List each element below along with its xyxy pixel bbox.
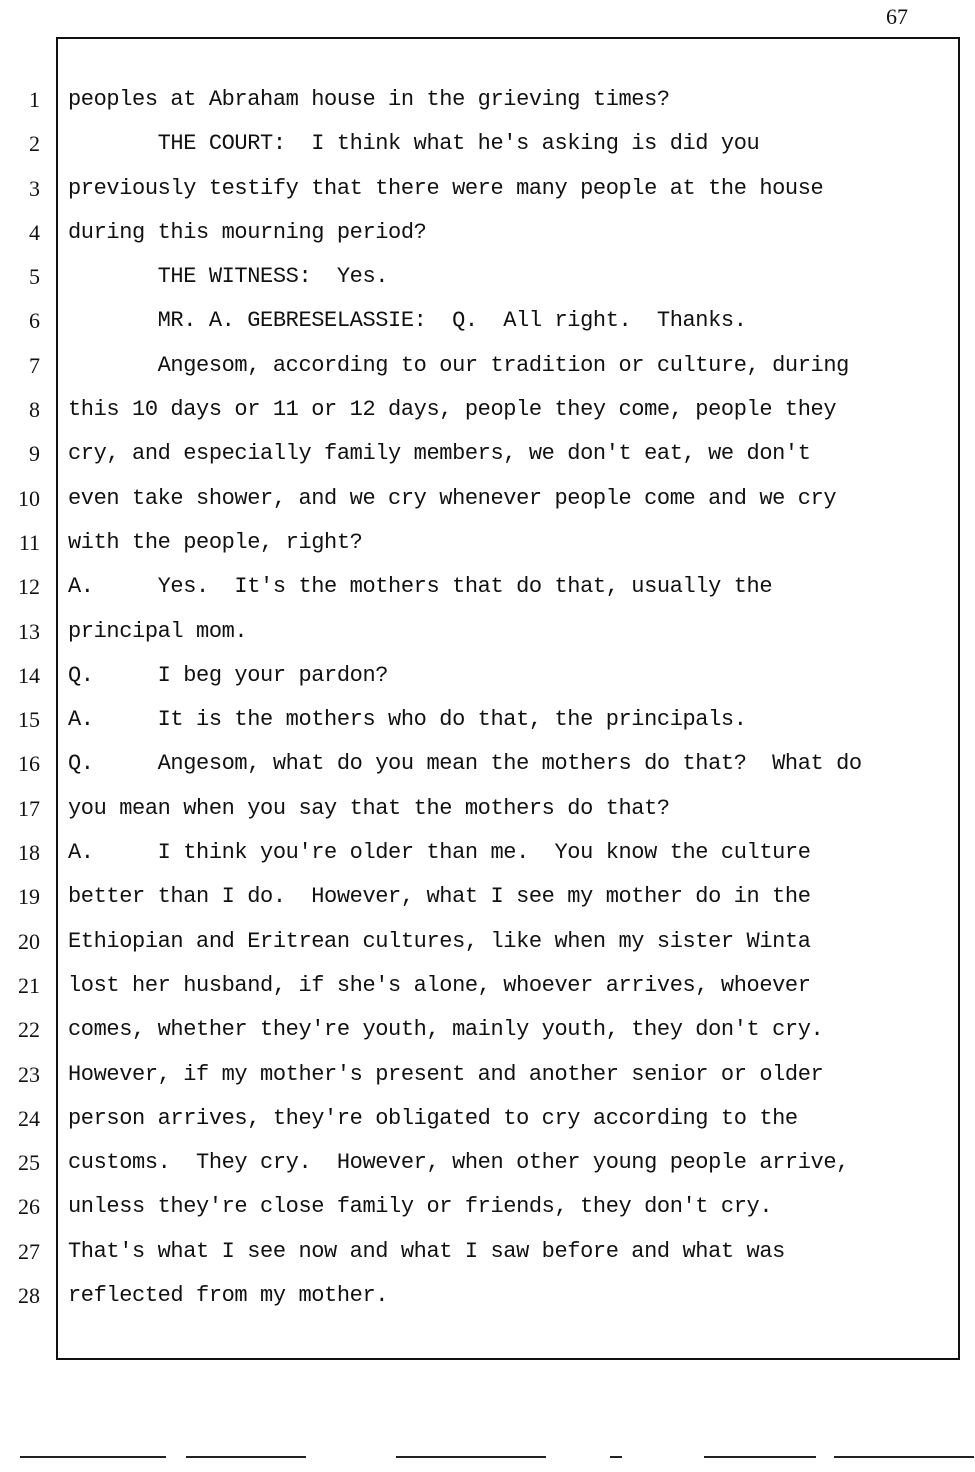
- line-number: 9: [29, 441, 40, 467]
- transcript-line: That's what I see now and what I saw before and what was: [68, 1238, 785, 1264]
- line-number: 16: [18, 751, 40, 777]
- transcript-line: Angesom, according to our tradition or culture, during: [68, 352, 849, 378]
- line-number: 22: [18, 1017, 40, 1043]
- footer-rule: [834, 1456, 974, 1458]
- line-number: 6: [29, 308, 40, 334]
- transcript-body: [68, 78, 948, 1318]
- transcript-line: cry, and especially family members, we don't eat, we don't: [68, 441, 811, 467]
- line-number: 15: [18, 707, 40, 733]
- line-number: 11: [18, 529, 40, 555]
- transcript-line: even take shower, and we cry whenever people come and we cry: [68, 485, 837, 511]
- line-number: 7: [29, 352, 40, 378]
- line-number: 4: [29, 219, 40, 245]
- transcript-line: Ethiopian and Eritrean cultures, like when my sister Winta: [68, 928, 811, 954]
- line-number: 21: [18, 972, 40, 998]
- line-number: 2: [29, 131, 40, 157]
- line-number: 5: [29, 264, 40, 290]
- line-number: 1: [29, 87, 40, 112]
- transcript-line: However, if my mother's present and another senior or older: [68, 1061, 824, 1087]
- transcript-line: comes, whether they're youth, mainly youth, they don't cry.: [68, 1017, 824, 1043]
- transcript-line: A. Yes. It's the mothers that do that, usually the: [68, 574, 773, 600]
- footer-rules: [0, 1456, 975, 1460]
- transcript-line: Q. Angesom, what do you mean the mothers do that? What do: [68, 751, 862, 777]
- transcript-line: during this mourning period?: [68, 219, 427, 245]
- transcript-line: person arrives, they're obligated to cry according to the: [68, 1105, 798, 1131]
- transcript-line: MR. A. GEBRESELASSIE: Q. All right. Thanks.: [68, 308, 747, 334]
- transcript-line: A. I think you're older than me. You know the culture: [68, 840, 811, 866]
- page-number: 67: [886, 4, 908, 29]
- transcript-line: with the people, right?: [68, 529, 363, 555]
- footer-rule: [704, 1456, 816, 1458]
- line-number: 12: [18, 574, 40, 600]
- transcript-line: reflected from my mother.: [68, 1283, 389, 1309]
- footer-rule: [186, 1456, 306, 1458]
- line-number: 20: [18, 928, 40, 954]
- transcript-line: peoples at Abraham house in the grieving times?: [68, 87, 670, 112]
- transcript-line: unless they're close family or friends, they don't cry.: [68, 1194, 773, 1220]
- footer-rule: [396, 1456, 546, 1458]
- transcript-line: THE WITNESS: Yes.: [68, 264, 389, 290]
- transcript-line: THE COURT: I think what he's asking is did you: [68, 131, 760, 157]
- transcript-line: lost her husband, if she's alone, whoever arrives, whoever: [68, 972, 811, 998]
- line-number: 18: [18, 840, 40, 866]
- line-number: 14: [18, 662, 40, 688]
- transcript-line: Q. I beg your pardon?: [68, 662, 389, 688]
- line-number: 17: [18, 795, 40, 821]
- line-number: 23: [18, 1061, 40, 1087]
- line-number: 27: [18, 1238, 40, 1264]
- line-number: 24: [18, 1105, 40, 1131]
- transcript-line: A. It is the mothers who do that, the principals.: [68, 707, 747, 733]
- line-number: 8: [29, 397, 40, 423]
- footer-rule: [610, 1456, 622, 1458]
- footer-rule: [20, 1456, 166, 1458]
- transcript-line: customs. They cry. However, when other young people arrive,: [68, 1150, 849, 1176]
- transcript-line: you mean when you say that the mothers do that?: [68, 795, 670, 821]
- line-number: 10: [18, 485, 40, 511]
- line-number: 19: [18, 884, 40, 910]
- transcript-line: better than I do. However, what I see my mother do in the: [68, 884, 811, 910]
- line-number: 26: [18, 1194, 40, 1220]
- line-number-column: [0, 78, 40, 1318]
- line-number: 25: [18, 1150, 40, 1176]
- transcript-line: principal mom.: [68, 618, 248, 644]
- line-number: 3: [29, 175, 40, 201]
- line-number: 28: [18, 1283, 40, 1309]
- line-number: 13: [18, 618, 40, 644]
- transcript-line: previously testify that there were many people at the house: [68, 175, 824, 201]
- transcript-line: this 10 days or 11 or 12 days, people they come, people they: [68, 397, 837, 423]
